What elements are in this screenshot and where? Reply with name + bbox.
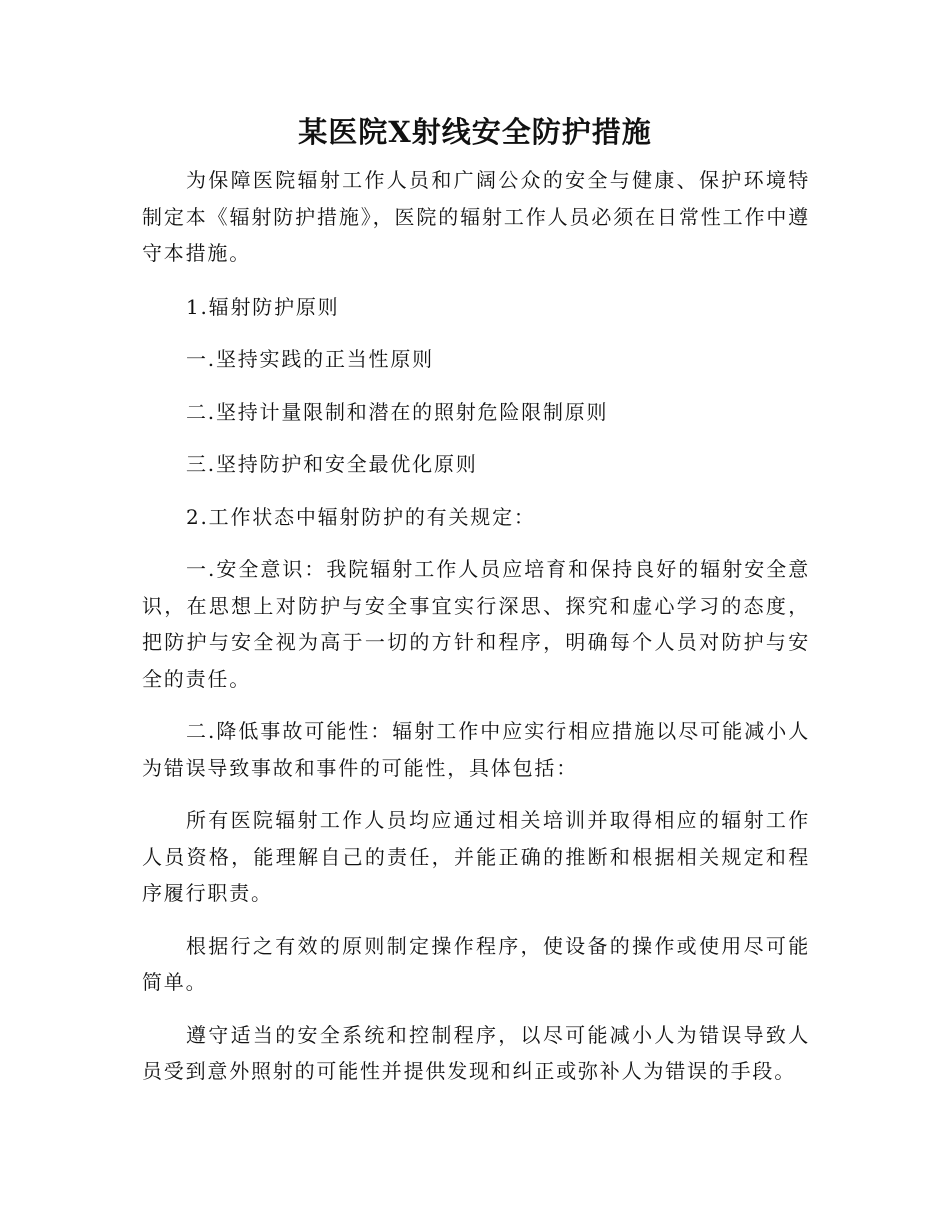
section-heading-radiation-principles: 1.辐射防护原则 — [186, 294, 340, 319]
paragraph-operating-procedures: 根据行之有效的原则制定操作程序，使设备的操作或使用尽可能简单。 — [142, 933, 810, 994]
document-body — [142, 162, 810, 1106]
paragraph-safety-systems: 遵守适当的安全系统和控制程序，以尽可能减小人为错误导致人员受到意外照射的可能性并提供发现和纠正或弥补人为错误的手段。 — [142, 1022, 810, 1083]
paragraph-staff-training: 所有医院辐射工作人员均应通过相关培训并取得相应的辐射工作人员资格，能理解自己的责任，并能正确的推断和根据相关规定和程序履行职责。 — [142, 808, 810, 905]
paragraph-safety-awareness: 一.安全意识：我院辐射工作人员应培育和保持良好的辐射安全意识，在思想上对防护与安全事宜实行深思、探究和虚心学习的态度，把防护与安全视为高于一切的方针和程序，明确每个人员对防护与安全的责任。 — [142, 557, 810, 691]
section-heading-work-regulations: 2.工作状态中辐射防护的有关规定： — [186, 504, 536, 529]
document-title: 某医院X射线安全防护措施 — [298, 115, 652, 149]
principle-justification: 一.坚持实践的正当性原则 — [186, 347, 434, 371]
principle-optimization: 三.坚持防护和安全最优化原则 — [186, 452, 478, 476]
paragraph-reduce-accidents: 二.降低事故可能性：辐射工作中应实行相应措施以尽可能减小人为错误导致事故和事件的可能性，具体包括： — [142, 719, 810, 780]
intro-paragraph: 为保障医院辐射工作人员和广阔公众的安全与健康、保护环境特制定本《辐射防护措施》，医院的辐射工作人员必须在日常性工作中遵守本措施。 — [142, 168, 810, 265]
principle-dose-limitation: 二.坚持计量限制和潜在的照射危险限制原则 — [186, 399, 609, 424]
